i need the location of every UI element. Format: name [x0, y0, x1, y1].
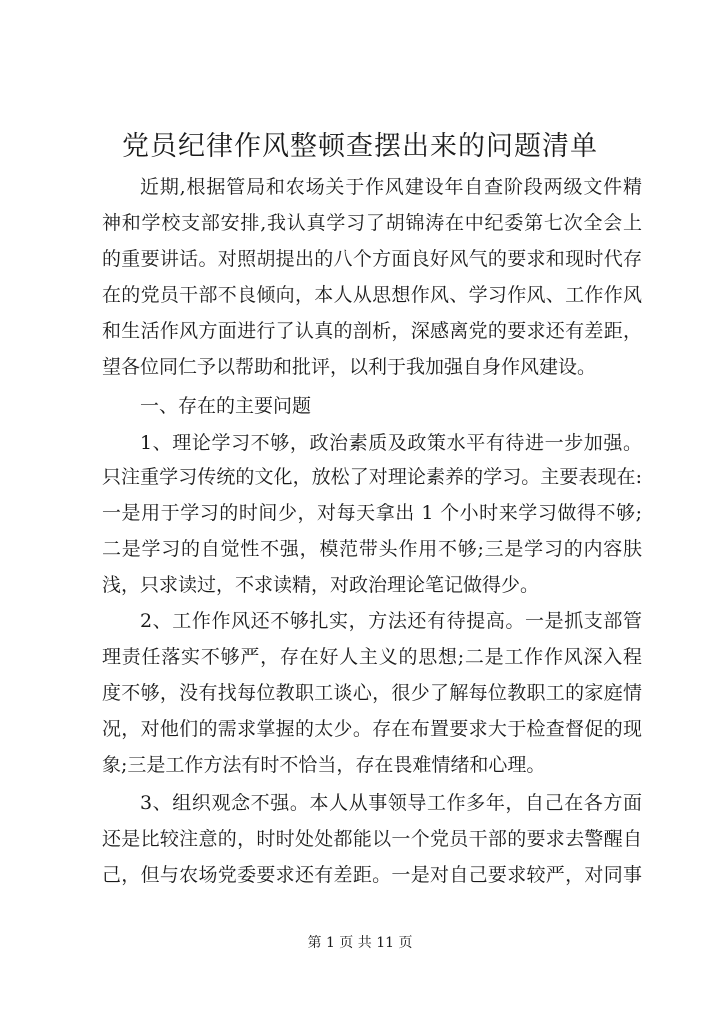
page-number-footer: 第 1 页 共 11 页	[307, 935, 413, 951]
paragraph-line: 一是用于学习的时间少，对每天拿出 1 个小时来学习做得不够;	[102, 502, 642, 524]
paragraph-line: 度不够，没有找每位教职工谈心，很少了解每位教职工的家庭情	[102, 682, 642, 704]
paragraph-line: 象;三是工作方法有时不恰当，存在畏难情绪和心理。	[102, 754, 546, 776]
paragraph-line: 1、理论学习不够，政治素质及政策水平有待进一步加强。	[140, 432, 642, 454]
paragraph-line: 2、工作作风还不够扎实，方法还有待提高。一是抓支部管	[140, 610, 642, 632]
paragraph-line: 望各位同仁予以帮助和批评，以利于我加强自身作风建设。	[102, 356, 597, 378]
paragraph-line: 只注重学习传统的文化，放松了对理论素养的学习。主要表现在:	[102, 466, 642, 488]
paragraph-line: 况，对他们的需求掌握的太少。存在布置要求大于检查督促的现	[102, 718, 642, 740]
paragraph-line: 理责任落实不够严，存在好人主义的思想;二是工作作风深入程	[102, 646, 642, 668]
paragraph-line: 3、组织观念不强。本人从事领导工作多年，自己在各方面	[140, 792, 642, 814]
paragraph-line: 己，但与农场党委要求还有差距。一是对自己要求较严，对同事	[102, 864, 642, 886]
paragraph-line: 浅，只求读过，不求读精，对政治理论笔记做得少。	[102, 574, 540, 596]
paragraph-line: 近期,根据管局和农场关于作风建设年自查阶段两级文件精	[140, 176, 642, 198]
paragraph-line: 二是学习的自觉性不强，模范带头作用不够;三是学习的内容肤	[102, 538, 642, 560]
document-title: 党员纪律作风整顿查摆出来的问题清单	[122, 131, 598, 162]
section-heading: 一、存在的主要问题	[140, 395, 312, 417]
paragraph-line: 还是比较注意的，时时处处都能以一个党员干部的要求去警醒自	[102, 828, 642, 850]
paragraph-line: 神和学校支部安排,我认真学习了胡锦涛在中纪委第七次全会上	[102, 212, 642, 234]
paragraph-line: 和生活作风方面进行了认真的剖析，深感离党的要求还有差距，	[102, 320, 642, 342]
paragraph-line: 在的党员干部不良倾向，本人从思想作风、学习作风、工作作风	[102, 284, 642, 306]
paragraph-line: 的重要讲话。对照胡提出的八个方面良好风气的要求和现时代存	[102, 248, 642, 270]
